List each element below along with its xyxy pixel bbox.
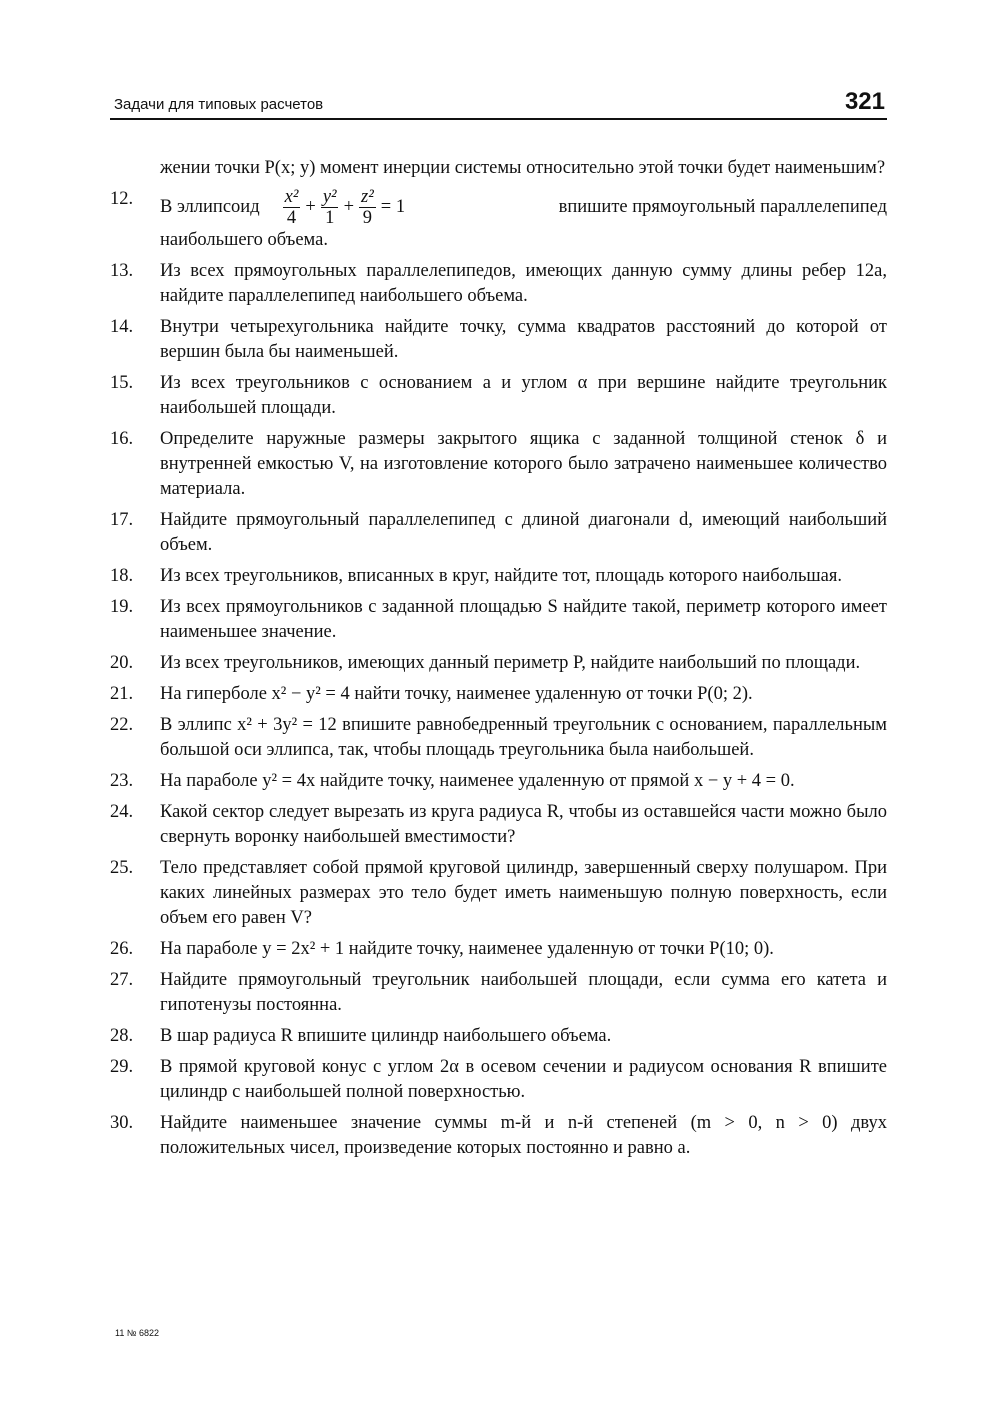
- fraction: $\frac{\text{z²}}{9}$: [357, 187, 378, 228]
- problem-number: 13.: [110, 261, 134, 281]
- problem-text: В эллипсоид: [160, 197, 260, 217]
- problem-number: 25.: [110, 858, 134, 878]
- problem-number: 28.: [110, 1026, 134, 1046]
- problem-item: [110, 259, 887, 309]
- problem-item: [110, 769, 887, 794]
- problem-text: Из всех треугольников, имеющих данный периметр P, найдите наибольший по площади.: [160, 653, 861, 673]
- problem-number: 20.: [110, 653, 134, 673]
- problem-text: Какой сектор следует вырезать из круга радиуса R, чтобы из оставшейся части можно было свернуть воронку наибольшей вместимости?: [160, 802, 887, 847]
- problem-text: Из всех прямоугольных параллелепипедов, имеющих данную сумму длины ребер 12a, найдите параллелепипед наибольшего объема.: [160, 261, 887, 306]
- problem-text: Тело представляет собой прямой круговой цилиндр, завершенный сверху полушаром. При каких линейных размерах это тело будет иметь наименьшую полную поверхность, если объем его равен V?: [160, 858, 887, 928]
- problem-number: 21.: [110, 684, 134, 704]
- problem-item: [110, 968, 887, 1018]
- problem-number: 27.: [110, 970, 134, 990]
- fraction: $\frac{\text{y²}}{1}$: [322, 187, 337, 228]
- problem-text: наибольшего объема.: [160, 230, 328, 250]
- problem-item: [110, 937, 887, 962]
- problem-number: 17.: [110, 510, 134, 530]
- problem-item: [110, 371, 887, 421]
- problem-item: [110, 1024, 887, 1049]
- problem-text: На гиперболе x² − y² = 4 найти точку, наименее удаленную от точки P(0; 2).: [160, 684, 753, 704]
- problem-number: 22.: [110, 715, 134, 735]
- problem-text: Определите наружные размеры закрытого ящика с заданной толщиной стенок δ и внутренней емкостью V, на изготовление которого было затрачено наименьшее количество материала.: [160, 429, 887, 499]
- problem-item: [110, 508, 887, 558]
- problem-number: 15.: [110, 373, 134, 393]
- problem-text: В шар радиуса R впишите цилиндр наибольшего объема.: [160, 1026, 612, 1046]
- problem-number: 30.: [110, 1113, 134, 1133]
- problem-item: [110, 856, 887, 931]
- problem-text: Найдите наименьшее значение суммы m-й и n-й степеней (m > 0, n > 0) двух положительных чисел, произведение которых постоянно и равно a.: [160, 1113, 887, 1158]
- running-title: Задачи для типовых расчетов: [114, 96, 324, 113]
- problem-number: 12.: [110, 189, 134, 209]
- problem-text: Найдите прямоугольный параллелепипед с длиной диагонали d, имеющий наибольший объем.: [160, 510, 887, 555]
- problem-item: [110, 187, 887, 253]
- problem-item: [110, 713, 887, 763]
- problem-number: 29.: [110, 1057, 134, 1077]
- problem-number: 19.: [110, 597, 134, 617]
- ellipsoid-equation-line: В эллипсоид $\frac{\text{x²}}{4}$ + $\frac{\text{y²}}{1}$ + $\frac{\text{z²}}{9}$ = 1 впишите прямоугольный параллелепипед: [160, 187, 887, 228]
- problem-number: 24.: [110, 802, 134, 822]
- problem-text: На параболе y² = 4x найдите точку, наименее удаленную от прямой x − y + 4 = 0.: [160, 771, 795, 791]
- problem-item: [110, 564, 887, 589]
- fraction: $\frac{\text{x²}}{4}$: [284, 187, 299, 228]
- problem-number: 23.: [110, 771, 134, 791]
- page-number: 321: [844, 88, 885, 115]
- problem-text: В эллипс x² + 3y² = 12 впишите равнобедренный треугольник с основанием, параллельным большой оси эллипса, так, чтобы площадь треугольника была наибольшей.: [160, 715, 887, 760]
- problem-text: На параболе y = 2x² + 1 найдите точку, наименее удаленную от точки P(10; 0).: [160, 939, 774, 959]
- problem-continuation: жении точки P(x; y) момент инерции системы относительно этой точки будет наименьшим?: [160, 158, 886, 178]
- print-signature: 11 № 6822: [115, 1328, 160, 1338]
- problem-item: [110, 595, 887, 645]
- problem-text: Внутри четырехугольника найдите точку, сумма квадратов расстояний до которой от вершин была бы наименьшей.: [160, 317, 887, 362]
- problem-item: [110, 651, 887, 676]
- problem-item: [110, 1055, 887, 1105]
- problem-text: впишите прямоугольный параллелепипед: [558, 197, 887, 217]
- problem-item: [110, 315, 887, 365]
- page-header: [110, 82, 887, 120]
- problem-text: Из всех треугольников, вписанных в круг, найдите тот, площадь которого наибольшая.: [160, 566, 842, 586]
- problem-list: [110, 156, 887, 1161]
- problem-text: Найдите прямоугольный треугольник наибольшей площади, если сумма его катета и гипотенузы постоянна.: [160, 970, 887, 1015]
- problem-text: Из всех треугольников с основанием a и углом α при вершине найдите треугольник наибольшей площади.: [160, 373, 887, 418]
- problem-item: [110, 682, 887, 707]
- problem-number: 16.: [110, 429, 134, 449]
- problem-text: Из всех прямоугольников с заданной площадью S найдите такой, периметр которого имеет наименьшее значение.: [160, 597, 887, 642]
- problem-number: 14.: [110, 317, 134, 337]
- problem-item: [110, 800, 887, 850]
- problem-text: В прямой круговой конус с углом 2α в осевом сечении и радиусом основания R впишите цилиндр с наибольшей полной поверхностью.: [160, 1057, 887, 1102]
- problem-item: [110, 427, 887, 502]
- problem-number: 26.: [110, 939, 134, 959]
- problem-number: 18.: [110, 566, 134, 586]
- problem-item: [110, 1111, 887, 1161]
